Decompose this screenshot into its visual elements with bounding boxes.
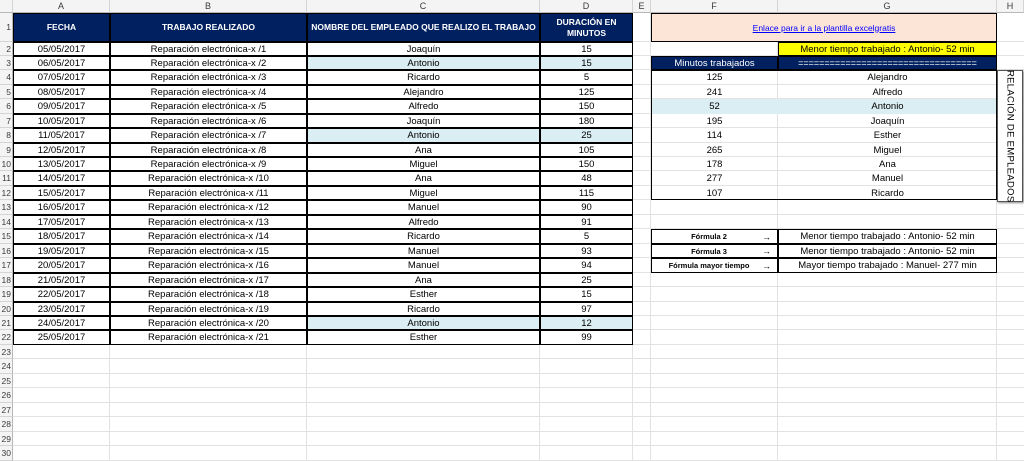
resumen-empleado-cell[interactable]: Alejandro [867, 72, 908, 83]
table-cell-minutos[interactable]: 5 [540, 70, 633, 85]
row-header[interactable]: 13 [0, 200, 13, 215]
table-cell-fecha[interactable]: 09/05/2017 [13, 99, 110, 114]
resumen-minutos-cell[interactable]: 277 [706, 173, 723, 184]
column-header[interactable]: A [13, 0, 110, 13]
resumen-minutos-cell[interactable]: 107 [706, 187, 723, 199]
table-cell-fecha[interactable]: 19/05/2017 [13, 244, 110, 258]
column-header[interactable]: C [307, 0, 540, 13]
resumen-empleado-cell[interactable]: Manuel [871, 173, 904, 184]
formula-result-cell[interactable]: Mayor tiempo trabajado : Manuel- 277 min [778, 258, 997, 273]
table-cell-minutos[interactable]: 25 [540, 128, 633, 143]
column-header[interactable]: F [651, 0, 778, 13]
resumen-minutos-cell[interactable]: 265 [706, 144, 723, 156]
table-cell-empleado[interactable]: Esther [307, 330, 540, 345]
row-header[interactable]: 30 [0, 446, 13, 461]
table-cell-minutos[interactable]: 97 [540, 302, 633, 316]
table-cell-trabajo[interactable]: Reparación electrónica-x /11 [110, 186, 307, 200]
row-header[interactable]: 11 [0, 171, 13, 186]
table-cell-minutos[interactable]: 15 [540, 287, 633, 302]
table-cell-fecha[interactable]: 24/05/2017 [13, 316, 110, 330]
row-header[interactable]: 16 [1, 246, 11, 256]
table-cell-trabajo[interactable]: Reparación electrónica-x /17 [110, 273, 307, 287]
table-cell-fecha[interactable]: 25/05/2017 [13, 330, 110, 345]
table-cell-minutos[interactable]: 180 [540, 114, 633, 128]
table-cell-fecha[interactable]: 08/05/2017 [13, 85, 110, 99]
resumen-minutos-cell[interactable]: 241 [706, 86, 723, 98]
select-all-corner[interactable] [0, 0, 13, 13]
table-cell-trabajo[interactable]: Reparación electrónica-x /3 [110, 70, 307, 85]
table-cell-minutos[interactable]: 99 [540, 330, 633, 345]
table-cell-trabajo[interactable]: Reparación electrónica-x /9 [110, 157, 307, 171]
table-cell-empleado[interactable]: Antonio [307, 56, 540, 70]
table-cell-fecha[interactable]: 11/05/2017 [13, 128, 110, 143]
formula-result-cell[interactable]: Menor tiempo trabajado : Antonio- 52 min [778, 229, 997, 244]
table-header-empleado[interactable]: NOMBRE DEL EMPLEADO QUE REALIZO EL TRABAJO [307, 13, 540, 42]
table-cell-minutos[interactable]: 90 [540, 200, 633, 215]
table-cell-empleado[interactable]: Alfredo [307, 99, 540, 114]
table-cell-empleado[interactable]: Ana [307, 143, 540, 157]
formula-label: Fórmula 2 [691, 232, 727, 241]
table-cell-trabajo[interactable]: Reparación electrónica-x /12 [110, 200, 307, 215]
table-cell-trabajo[interactable]: Reparación electrónica-x /20 [110, 316, 307, 330]
arrow-right-icon: → [762, 260, 771, 271]
table-cell-minutos[interactable]: 25 [540, 273, 633, 287]
row-header[interactable]: 26 [0, 388, 13, 403]
table-cell-empleado[interactable]: Ricardo [307, 70, 540, 85]
formula-result-cell[interactable]: Menor tiempo trabajado : Antonio- 52 min [778, 244, 997, 258]
resumen-empleado-cell[interactable]: Ana [879, 158, 896, 170]
table-cell-trabajo[interactable]: Reparación electrónica-x /6 [110, 114, 307, 128]
row-header[interactable]: 4 [0, 70, 13, 85]
resumen-minutos-cell[interactable]: 178 [706, 158, 723, 170]
table-cell-empleado[interactable]: Alfredo [307, 215, 540, 229]
table-cell-empleado[interactable]: Joaquín [307, 114, 540, 128]
table-cell-minutos[interactable]: 15 [540, 42, 633, 56]
table-cell-fecha[interactable]: 17/05/2017 [13, 215, 110, 229]
table-cell-trabajo[interactable]: Reparación electrónica-x /14 [110, 229, 307, 244]
table-cell-trabajo[interactable]: Reparación electrónica-x /2 [110, 56, 307, 70]
table-cell-empleado[interactable]: Manuel [307, 200, 540, 215]
table-cell-trabajo[interactable]: Reparación electrónica-x /1 [110, 42, 307, 56]
table-header-duracion[interactable]: DURACIÓN EN MINUTOS [540, 13, 633, 42]
row-header[interactable]: 1 [0, 13, 13, 42]
gridline-horizontal [13, 373, 1024, 374]
resumen-empleado-cell[interactable]: Alfredo [872, 86, 903, 98]
table-cell-minutos[interactable]: 5 [540, 229, 633, 244]
column-header[interactable]: H [997, 0, 1024, 13]
gridline-horizontal [13, 402, 1024, 403]
table-cell-minutos[interactable]: 125 [540, 85, 633, 99]
table-cell-trabajo[interactable]: Reparación electrónica-x /16 [110, 258, 307, 273]
row-header[interactable]: 7 [0, 114, 13, 128]
row-header[interactable]: 24 [0, 359, 13, 374]
gridline-horizontal [13, 431, 1024, 432]
row-header[interactable]: 12 [1, 188, 11, 198]
row-header[interactable]: 15 [0, 229, 13, 244]
relacion-empleados-label: RELACIÓN DE EMPLEADOS [1004, 69, 1016, 203]
row-header[interactable]: 9 [0, 143, 13, 157]
table-cell-empleado[interactable]: Alejandro [307, 85, 540, 99]
table-cell-trabajo[interactable]: Reparación electrónica-x /4 [110, 85, 307, 99]
row-header[interactable]: 17 [0, 258, 13, 273]
row-header[interactable]: 6 [0, 99, 13, 114]
formula-label: Fórmula mayor tiempo [668, 261, 750, 270]
resumen-empleado-cell[interactable]: Joaquín [870, 115, 905, 127]
column-header[interactable]: G [778, 0, 997, 13]
minutos-trabajados-header[interactable]: Minutos trabajados [651, 56, 778, 70]
table-cell-minutos[interactable]: 93 [540, 244, 633, 258]
table-cell-trabajo[interactable]: Reparación electrónica-x /8 [110, 143, 307, 157]
column-header[interactable]: B [110, 0, 307, 13]
table-cell-trabajo[interactable]: Reparación electrónica-x /10 [110, 171, 307, 186]
resumen-minutos-cell[interactable]: 195 [706, 115, 723, 127]
table-cell-minutos[interactable]: 115 [540, 186, 633, 200]
arrow-right-icon: → [762, 231, 771, 242]
table-header-fecha[interactable]: FECHA [13, 13, 110, 42]
arrow-right-icon: → [762, 246, 771, 256]
table-cell-empleado[interactable]: Esther [307, 287, 540, 302]
table-cell-fecha[interactable]: 16/05/2017 [13, 200, 110, 215]
gridline-horizontal [13, 358, 1024, 359]
table-cell-empleado[interactable]: Ricardo [307, 302, 540, 316]
row-header[interactable]: 22 [0, 330, 13, 345]
menor-tiempo-label[interactable]: Menor tiempo trabajado : Antonio- 52 min [778, 42, 997, 56]
table-cell-trabajo[interactable]: Reparación electrónica-x /13 [110, 215, 307, 229]
table-cell-trabajo[interactable]: Reparación electrónica-x /15 [110, 244, 307, 258]
table-cell-fecha[interactable]: 15/05/2017 [13, 186, 110, 200]
table-cell-minutos[interactable]: 105 [540, 143, 633, 157]
resumen-empleado-cell[interactable]: Ricardo [871, 187, 904, 199]
formula-label: Fórmula 3 [691, 246, 727, 256]
resumen-empleado-cell[interactable]: Miguel [873, 144, 902, 156]
table-cell-empleado[interactable]: Miguel [307, 186, 540, 200]
table-cell-empleado[interactable]: Ricardo [307, 229, 540, 244]
resumen-minutos-cell[interactable]: 125 [706, 72, 723, 83]
table-cell-fecha[interactable]: 14/05/2017 [13, 171, 110, 186]
row-header[interactable]: 29 [1, 434, 11, 444]
table-cell-fecha[interactable]: 10/05/2017 [13, 114, 110, 128]
table-cell-fecha[interactable]: 13/05/2017 [13, 157, 110, 171]
separator-cell[interactable]: ================================== [778, 56, 997, 70]
formula-label-cell[interactable] [651, 244, 778, 258]
table-cell-minutos[interactable]: 94 [540, 258, 633, 273]
table-cell-fecha[interactable]: 22/05/2017 [13, 287, 110, 302]
row-header[interactable]: 20 [1, 304, 11, 314]
table-cell-trabajo[interactable]: Reparación electrónica-x /18 [110, 287, 307, 302]
row-header[interactable]: 18 [1, 275, 11, 285]
row-header[interactable]: 25 [1, 376, 11, 386]
table-cell-fecha[interactable]: 06/05/2017 [13, 56, 110, 70]
template-link[interactable]: Enlace para ir a la plantilla excelgratis [651, 13, 997, 42]
table-cell-minutos[interactable]: 91 [540, 215, 633, 229]
table-cell-empleado[interactable]: Joaquín [307, 42, 540, 56]
row-header[interactable]: 2 [0, 42, 13, 56]
table-header-trabajo[interactable]: TRABAJO REALIZADO [110, 13, 307, 42]
table-cell-fecha[interactable]: 07/05/2017 [13, 70, 110, 85]
table-cell-empleado[interactable]: Manuel [307, 258, 540, 273]
column-header[interactable]: D [540, 0, 633, 13]
table-cell-fecha[interactable]: 18/05/2017 [13, 229, 110, 244]
table-cell-empleado[interactable]: Antonio [307, 128, 540, 143]
table-cell-trabajo[interactable]: Reparación electrónica-x /5 [110, 99, 307, 114]
gridline-horizontal [13, 387, 1024, 388]
table-cell-minutos[interactable]: 15 [540, 56, 633, 70]
table-cell-empleado[interactable]: Miguel [307, 157, 540, 171]
table-cell-empleado[interactable]: Manuel [307, 244, 540, 258]
row-header[interactable]: 27 [1, 405, 11, 415]
resumen-minutos-cell[interactable]: 114 [706, 130, 723, 141]
table-cell-minutos[interactable]: 150 [540, 99, 633, 114]
table-cell-fecha[interactable]: 23/05/2017 [13, 302, 110, 316]
formula-label-cell[interactable] [651, 229, 778, 244]
row-header[interactable]: 21 [1, 318, 11, 328]
row-header[interactable]: 19 [0, 287, 13, 302]
table-cell-minutos[interactable]: 12 [540, 316, 633, 330]
table-cell-minutos[interactable]: 150 [540, 157, 633, 171]
table-cell-fecha[interactable]: 12/05/2017 [13, 143, 110, 157]
table-cell-trabajo[interactable]: Reparación electrónica-x /19 [110, 302, 307, 316]
table-cell-fecha[interactable]: 20/05/2017 [13, 258, 110, 273]
relacion-empleados-shape[interactable] [997, 70, 1023, 202]
table-cell-trabajo[interactable]: Reparación electrónica-x /7 [110, 128, 307, 143]
row-header[interactable]: 3 [0, 56, 13, 70]
gridline-horizontal [13, 445, 1024, 446]
resumen-empleado-cell[interactable]: Antonio [778, 99, 997, 114]
table-cell-empleado[interactable]: Ana [307, 273, 540, 287]
resumen-empleado-cell[interactable]: Esther [873, 130, 902, 141]
row-header[interactable]: 14 [1, 217, 11, 227]
row-header[interactable]: 5 [0, 85, 13, 99]
table-cell-fecha[interactable]: 05/05/2017 [13, 42, 110, 56]
table-cell-minutos[interactable]: 48 [540, 171, 633, 186]
row-header[interactable]: 8 [0, 128, 13, 143]
gridline-horizontal [13, 416, 1024, 417]
table-cell-trabajo[interactable]: Reparación electrónica-x /21 [110, 330, 307, 345]
table-cell-empleado[interactable]: Ana [307, 171, 540, 186]
row-header[interactable]: 28 [0, 417, 13, 432]
column-header[interactable]: E [633, 0, 651, 13]
row-header[interactable]: 10 [1, 159, 11, 169]
formula-label-cell[interactable] [651, 258, 778, 273]
resumen-minutos-cell[interactable]: 52 [651, 99, 778, 114]
table-cell-fecha[interactable]: 21/05/2017 [13, 273, 110, 287]
table-cell-empleado[interactable]: Antonio [307, 316, 540, 330]
row-header[interactable]: 23 [1, 347, 11, 357]
